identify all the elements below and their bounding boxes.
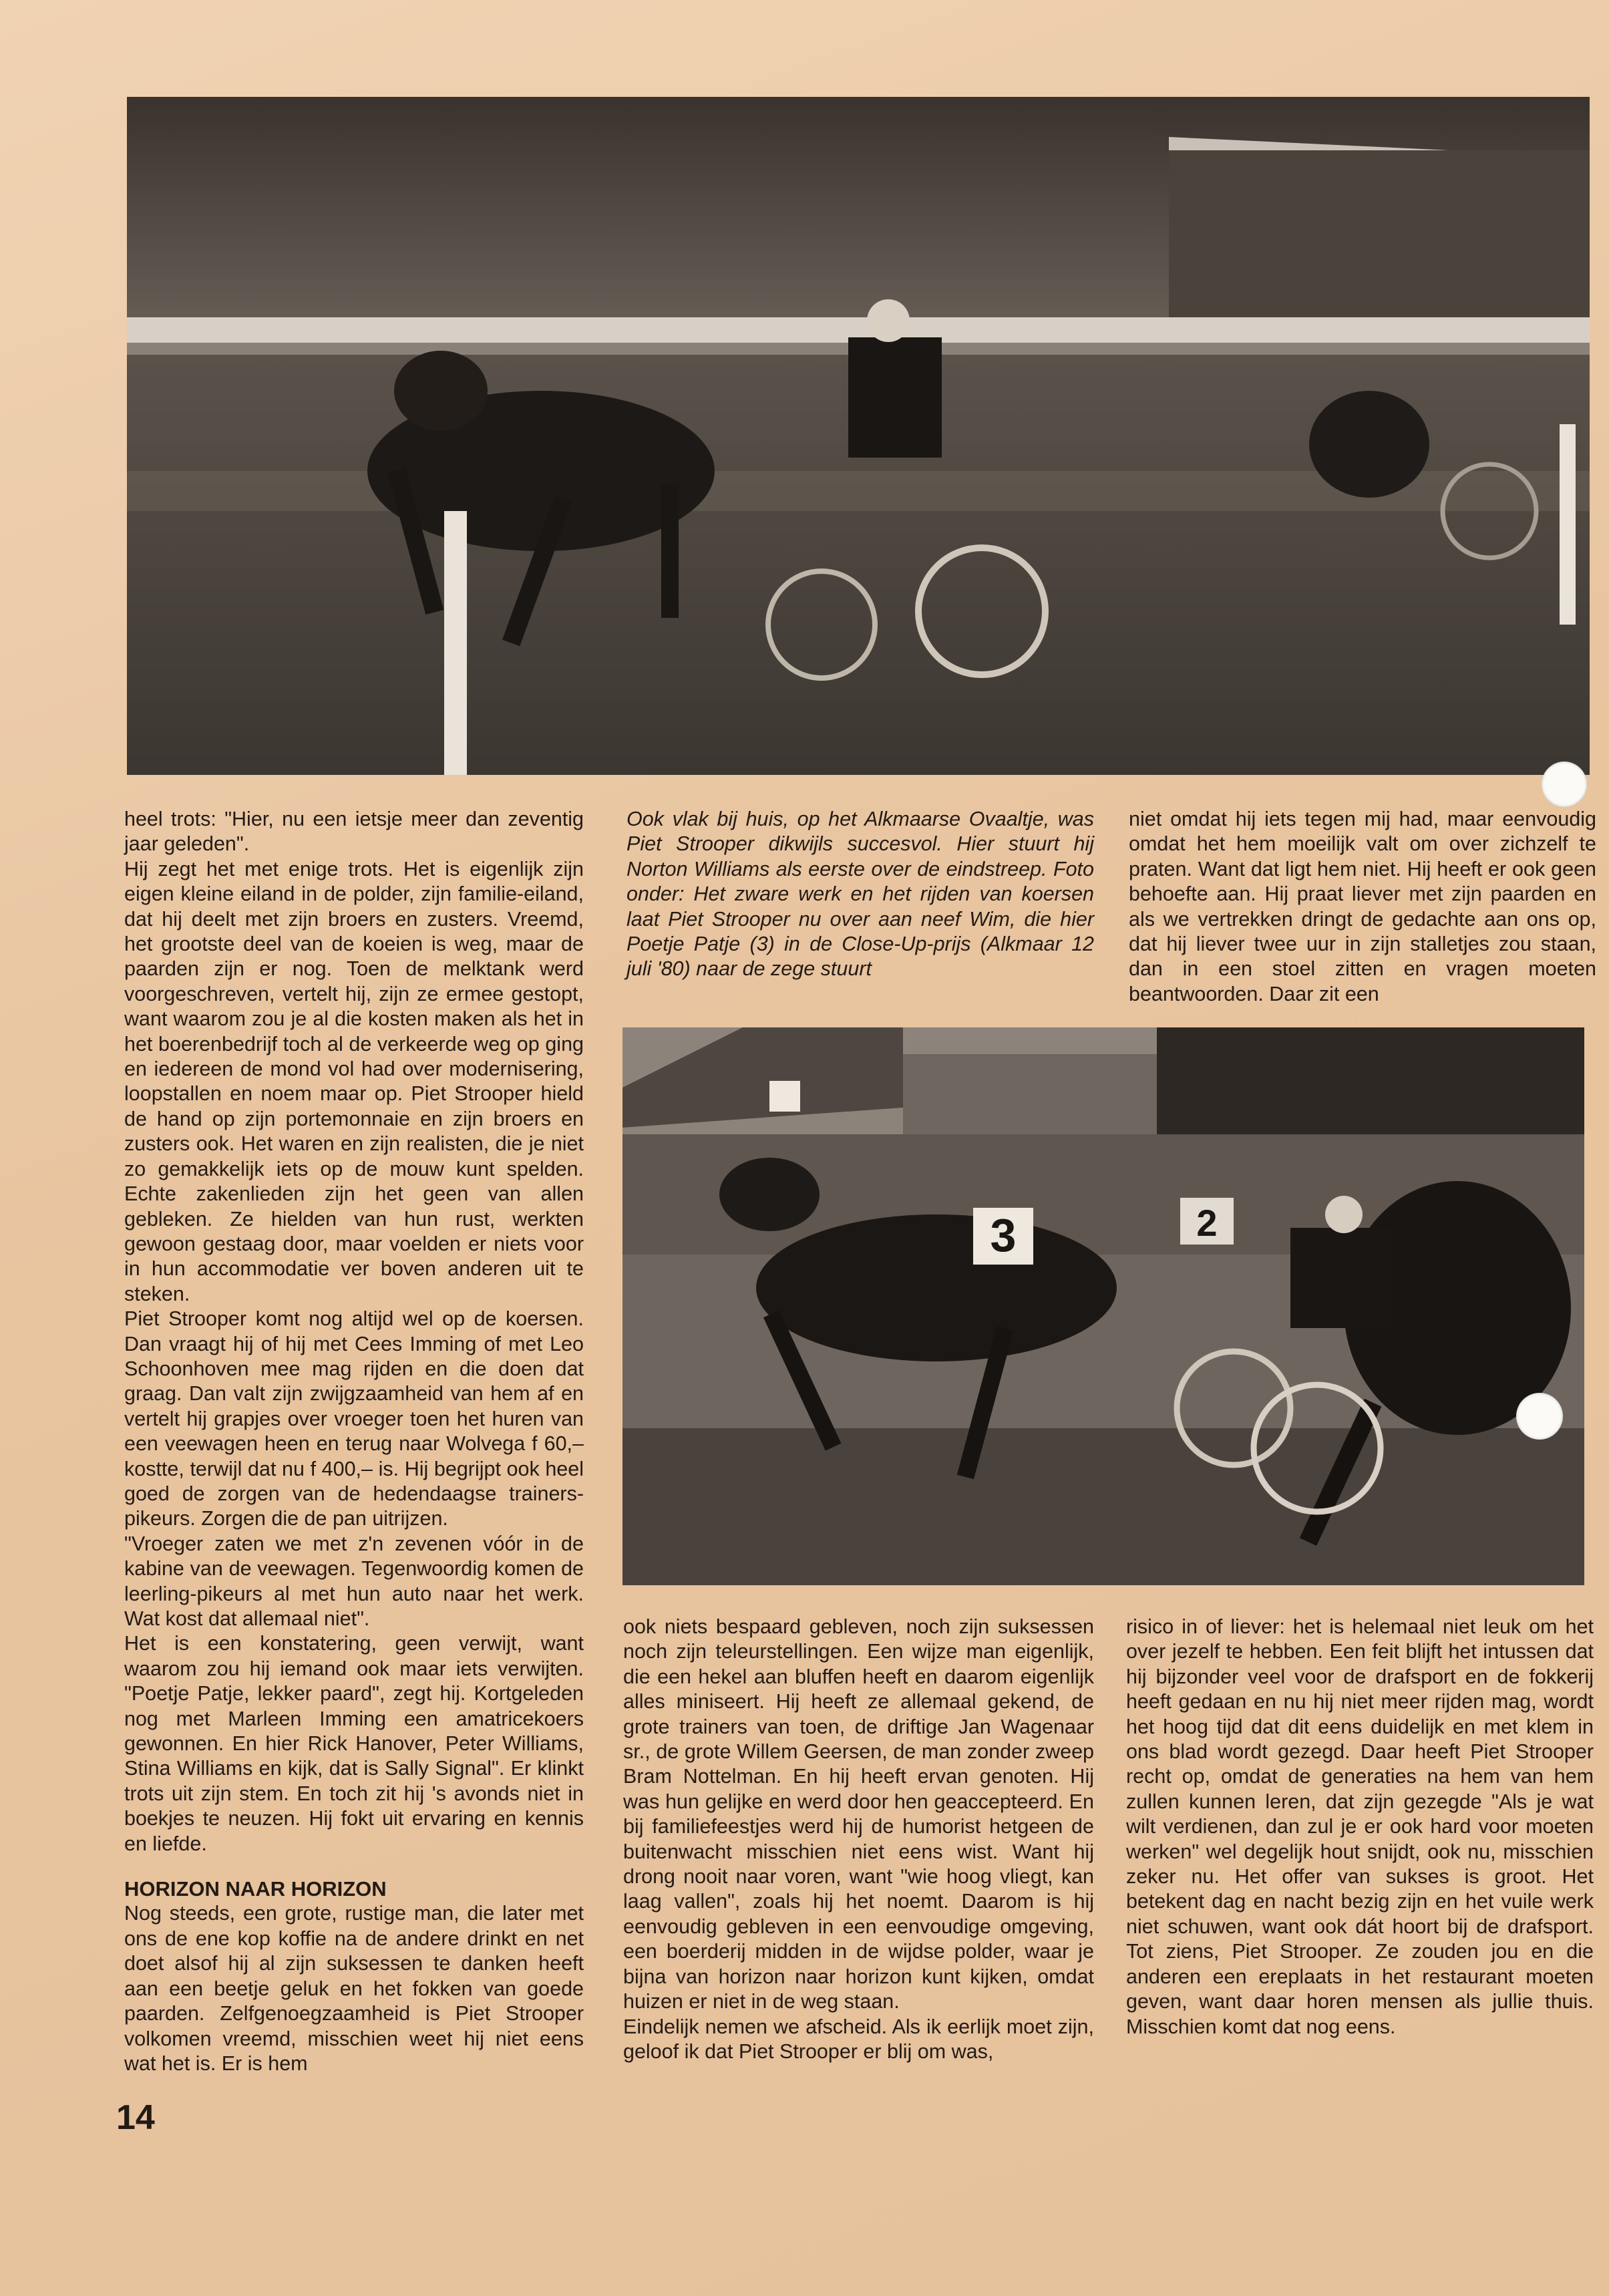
paragraph: risico in of liever: het is helemaal niet leuk om het over jezelf te hebben. Een feit blijft het intussen dat hij bijzonder veel voor de drafsport en de fokkerij heeft gedaan en nu hij niet meer rijden mag, wordt het hoog tijd dat dit eens duidelijk en met klem in ons blad wordt gezegd. Daar heeft Piet Strooper recht op, omdat de generaties na hem van hem zullen kunnen leren, dat zijn gezegde "Als je wat wilt verdienen, dan zul je er ook hard voor moeten werken" wel degelijk hout snijdt, ook nu, misschien zeker nu. Het offer van sukses is groot. Het betekent dag en nacht bezig zijn en het vuile werk niet schuwen, want ook dát hoort bij de drafsport. Tot ziens, Piet Strooper. Ze zouden jou en die anderen een ereplaats in het restaurant moeten geven, want daar horen mensen als jullie thuis. Misschien komt dat nog eens. — [1126, 1615, 1594, 2038]
bottom-race-photo — [622, 1027, 1584, 1585]
paragraph: Hij zegt het met enige trots. Het is eigenlijk zijn eigen kleine eiland in de polder, zijn familie-eiland, dat hij deelt met zijn broers en zusters. Vreemd, het grootste deel van de koeien is weg, maar de paarden zijn er nog. Toen de melktank werd voorgeschreven, vertelt hij, zijn ze ermee gestopt, want waarom zou je al die kosten maken als het in het boerenbedrijf toch al de verkeerde weg op ging en iedereen de mond vol had over modernisering, loopstallen en noem maar op. Piet Strooper hield de hand op zijn portemonnaie en zijn broers en zusters ook. Het waren en zijn realisten, die je niet zo gemakkelijk iets op de mouw kunt spelden. Echte zakenlieden zijn het geen van allen gebleken. Ze hielden van hun rust, werkten gewoon gestaag door, maar voelden er niets voor in hun accommodatie ver boven anderen uit te steken. — [124, 857, 584, 1305]
article-column-right-top — [1129, 807, 1596, 1007]
paragraph: Eindelijk nemen we afscheid. Als ik eerlijk moet zijn, geloof ik dat Piet Strooper er blij om was, — [623, 2015, 1094, 2063]
article-column-right-bottom — [1126, 1615, 1594, 2039]
article-column-left — [124, 807, 584, 2076]
photo-caption — [627, 807, 1094, 982]
article-column-middle-bottom — [623, 1615, 1094, 2064]
punch-hole — [1542, 762, 1587, 807]
number-label-3: 3 — [990, 1209, 1017, 1261]
paragraph: Piet Strooper komt nog altijd wel op de koersen. Dan vraagt hij of hij met Cees Imming of met Leo Schoonhoven mee mag rijden en die doen dat graag. Dan valt zijn zwijgzaamheid van hem af en vertelt hij grapjes over vroeger toen het huren van een veewagen heen en terug naar Wolvega f 60,– kostte, terwijl dat nu f 400,– is. Hij begrijpt ook heel goed de zorgen van de hedendaagse trainers-pikeurs. Zorgen die de pan uitrijzen. — [124, 1307, 584, 1530]
caption-text: Ook vlak bij huis, op het Alkmaarse Ovaaltje, was Piet Strooper dikwijls succesvol. Hier stuurt hij Norton Williams als eerste over de eindstreep. Foto onder: Het zware werk en het rijden van koersen laat Piet Strooper nu over aan neef Wim, die hier Poetje Patje (3) in de Close-Up-prijs (Alkmaar 12 juli '80) naar de zege stuurt — [627, 808, 1094, 981]
paragraph: ook niets bespaard gebleven, noch zijn suksessen noch zijn teleurstellingen. Een wijze man eigenlijk, die een hekel aan bluffen heeft en daarom eigenlijk alles miniseert. Hij heeft ze allemaal gekend, de grote trainers van toen, de driftige Jan Wagenaar sr., de grote Willem Geersen, de man zonder zweep Bram Nottelman. En hij heeft ervan genoten. Hij was hun gelijke en werd door hen geaccepteerd. En bij familiefeestjes werd hij de humorist hetgeen de buitenwacht misschien niet eens wist. Want hij drong nooit naar voren, want "wie hoog vliegt, kan laag vallen", zoals hij het noemt. Daarom is hij eenvoudig gebleven in een eenvoudige omgeving, een boerderij midden in de wijdse polder, waar je bijna van horizon naar horizon kunt kijken, omdat huizen er niet in de weg staan. — [623, 1615, 1094, 2013]
top-race-photo — [127, 97, 1590, 775]
paragraph: "Vroeger zaten we met z'n zevenen vóór in de kabine van de veewagen. Tegenwoordig komen de leerling-pikeurs al met hun auto naar het werk. Wat kost dat allemaal niet". — [124, 1532, 584, 1630]
paragraph: niet omdat hij iets tegen mij had, maar eenvoudig omdat het hem moeilijk valt om over zichzelf te praten. Want dat ligt hem niet. Hij heeft er ook geen behoefte aan. Hij praat liever met zijn paarden en als we vertrekken dringt de gedachte aan ons op, dat hij liever twee uur in zijn stalletjes zou staan, dan in een stoel zitten en vragen moeten beantwoorden. Daar zit een — [1129, 808, 1596, 1005]
paragraph: Het is een konstatering, geen verwijt, want waarom zou hij iemand ook maar iets verwijten. "Poetje Patje, lekker paard", zegt hij. Kortgeleden nog met Marleen Imming een amatricekoers gewonnen. En hier Rick Hanover, Peter Williams, Stina Williams en kijk, dat is Sally Signal". Er klinkt trots uit zijn stem. En toch zit hij 's avonds niet in boekjes te neuzen. Hij fokt uit ervaring en kennis en liefde. — [124, 1632, 584, 1855]
page-number: 14 — [116, 2098, 155, 2137]
paragraph: Nog steeds, een grote, rustige man, die later met ons de ene kop koffie na de andere drinkt en net doet alsof hij al zijn suksessen te danken heeft aan een beetje geluk en het fokken van goede paarden. Zelfgenoegzaamheid is Piet Strooper volkomen vreemd, misschien weet hij niet eens wat het is. Er is hem — [124, 1902, 584, 2075]
section-heading: HORIZON NAAR HORIZON — [124, 1877, 387, 1901]
punch-hole — [1516, 1393, 1563, 1440]
number-label-2: 2 — [1196, 1202, 1218, 1244]
paragraph: heel trots: "Hier, nu een ietsje meer dan zeventig jaar geleden". — [124, 808, 584, 856]
